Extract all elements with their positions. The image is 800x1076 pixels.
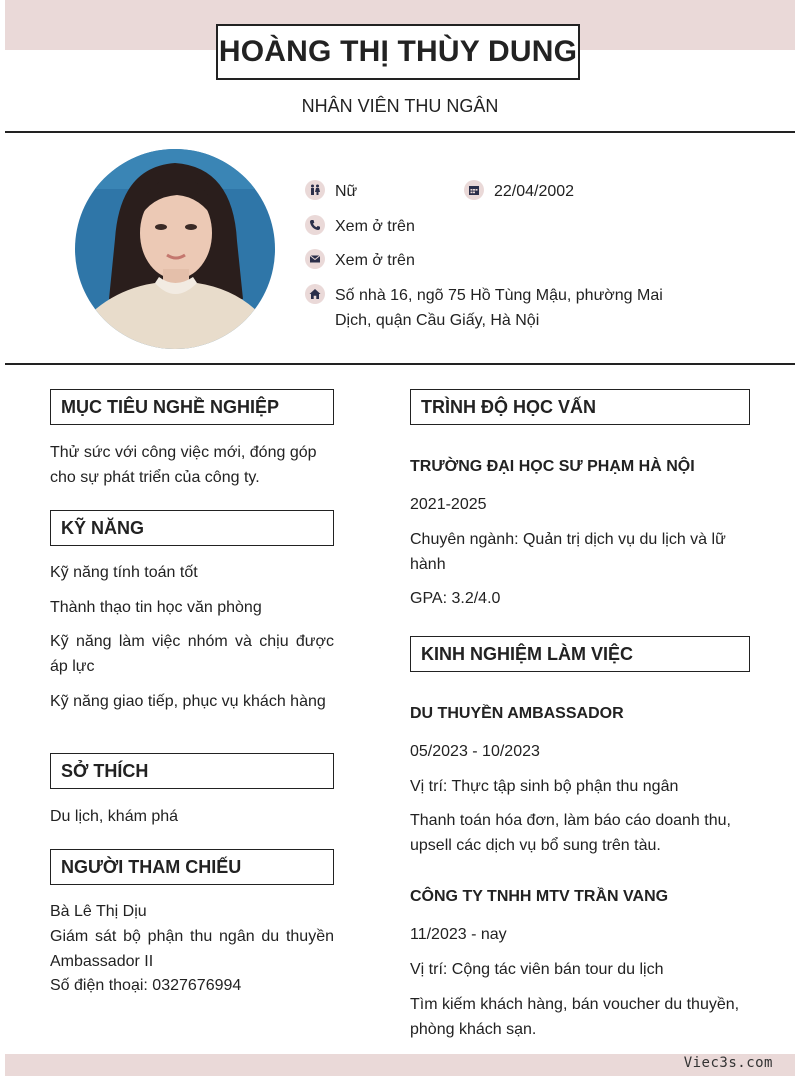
email-icon xyxy=(305,249,325,269)
reference-name: Bà Lê Thị Dịu xyxy=(50,903,147,920)
calendar-icon xyxy=(464,180,484,200)
education-gpa: GPA: 3.2/4.0 xyxy=(410,590,501,607)
address-row xyxy=(305,286,685,333)
job-period: 11/2023 - nay xyxy=(410,926,507,943)
education-heading: TRÌNH ĐỘ HỌC VẤN xyxy=(410,389,750,425)
home-icon xyxy=(305,284,325,304)
career-objective-text: Thử sức với công việc mới, đóng góp cho sự phát triển của công ty. xyxy=(50,444,317,486)
skill-item: Kỹ năng giao tiếp, phục vụ khách hàng xyxy=(50,693,326,710)
email-value: Xem ở trên xyxy=(335,252,415,269)
references-heading: NGƯỜI THAM CHIẾU xyxy=(50,849,334,885)
reference-role: Giám sát bộ phận thu ngân du thuyền Ambassador II xyxy=(50,928,334,970)
footer-brand: Viec3s.com xyxy=(683,1055,773,1071)
skill-item: Kỹ năng làm việc nhóm và chịu được áp lực xyxy=(50,633,334,675)
phone-value: Xem ở trên xyxy=(335,218,415,235)
birthday-value: 22/04/2002 xyxy=(494,183,575,200)
gender-icon xyxy=(305,180,325,200)
experience-heading: KINH NGHIỆM LÀM VIỆC xyxy=(410,636,750,672)
gender-value: Nữ xyxy=(335,183,358,200)
profile-photo xyxy=(75,149,275,349)
hobbies-text: Du lịch, khám phá xyxy=(50,808,179,825)
education-period: 2021-2025 xyxy=(410,496,487,513)
skill-item: Kỹ năng tính toán tốt xyxy=(50,564,198,581)
job-company: CÔNG TY TNHH MTV TRẦN VANG xyxy=(410,888,669,905)
bottom-band xyxy=(5,1054,795,1076)
job-company: DU THUYỀN AMBASSADOR xyxy=(410,705,624,722)
career-objective-heading: MỤC TIÊU NGHỀ NGHIỆP xyxy=(50,389,334,425)
address-value: Số nhà 16, ngõ 75 Hồ Tùng Mậu, phường Mai Dịch, quận Cầu Giấy, Hà Nội xyxy=(335,287,663,329)
job-position: Vị trí: Cộng tác viên bán tour du lịch xyxy=(410,961,664,978)
header-divider xyxy=(5,131,795,133)
job-description: Thanh toán hóa đơn, làm báo cáo doanh thu, upsell các dịch vụ bổ sung trên tàu. xyxy=(410,812,731,854)
job-title: NHÂN VIÊN THU NGÂN xyxy=(301,96,499,116)
skill-item: Thành thạo tin học văn phòng xyxy=(50,599,262,616)
email-row xyxy=(305,251,415,273)
hobbies-heading: SỞ THÍCH xyxy=(50,753,334,789)
education-major: Chuyên ngành: Quản trị dịch vụ du lịch và lữ hành xyxy=(410,531,726,573)
job-position: Vị trí: Thực tập sinh bộ phận thu ngân xyxy=(410,778,679,795)
phone-row xyxy=(305,217,415,239)
birthday-row xyxy=(464,182,574,204)
job-description: Tìm kiếm khách hàng, bán voucher du thuyền, phòng khách sạn. xyxy=(410,996,740,1038)
job-period: 05/2023 - 10/2023 xyxy=(410,743,540,760)
candidate-name: HOÀNG THỊ THÙY DUNG xyxy=(216,24,580,80)
gender-row xyxy=(305,182,357,204)
reference-phone: Số điện thoại: 0327676994 xyxy=(50,977,242,994)
phone-icon xyxy=(305,215,325,235)
education-school: TRƯỜNG ĐẠI HỌC SƯ PHẠM HÀ NỘI xyxy=(410,458,695,475)
profile-divider xyxy=(5,363,795,365)
skills-heading: KỸ NĂNG xyxy=(50,510,334,546)
